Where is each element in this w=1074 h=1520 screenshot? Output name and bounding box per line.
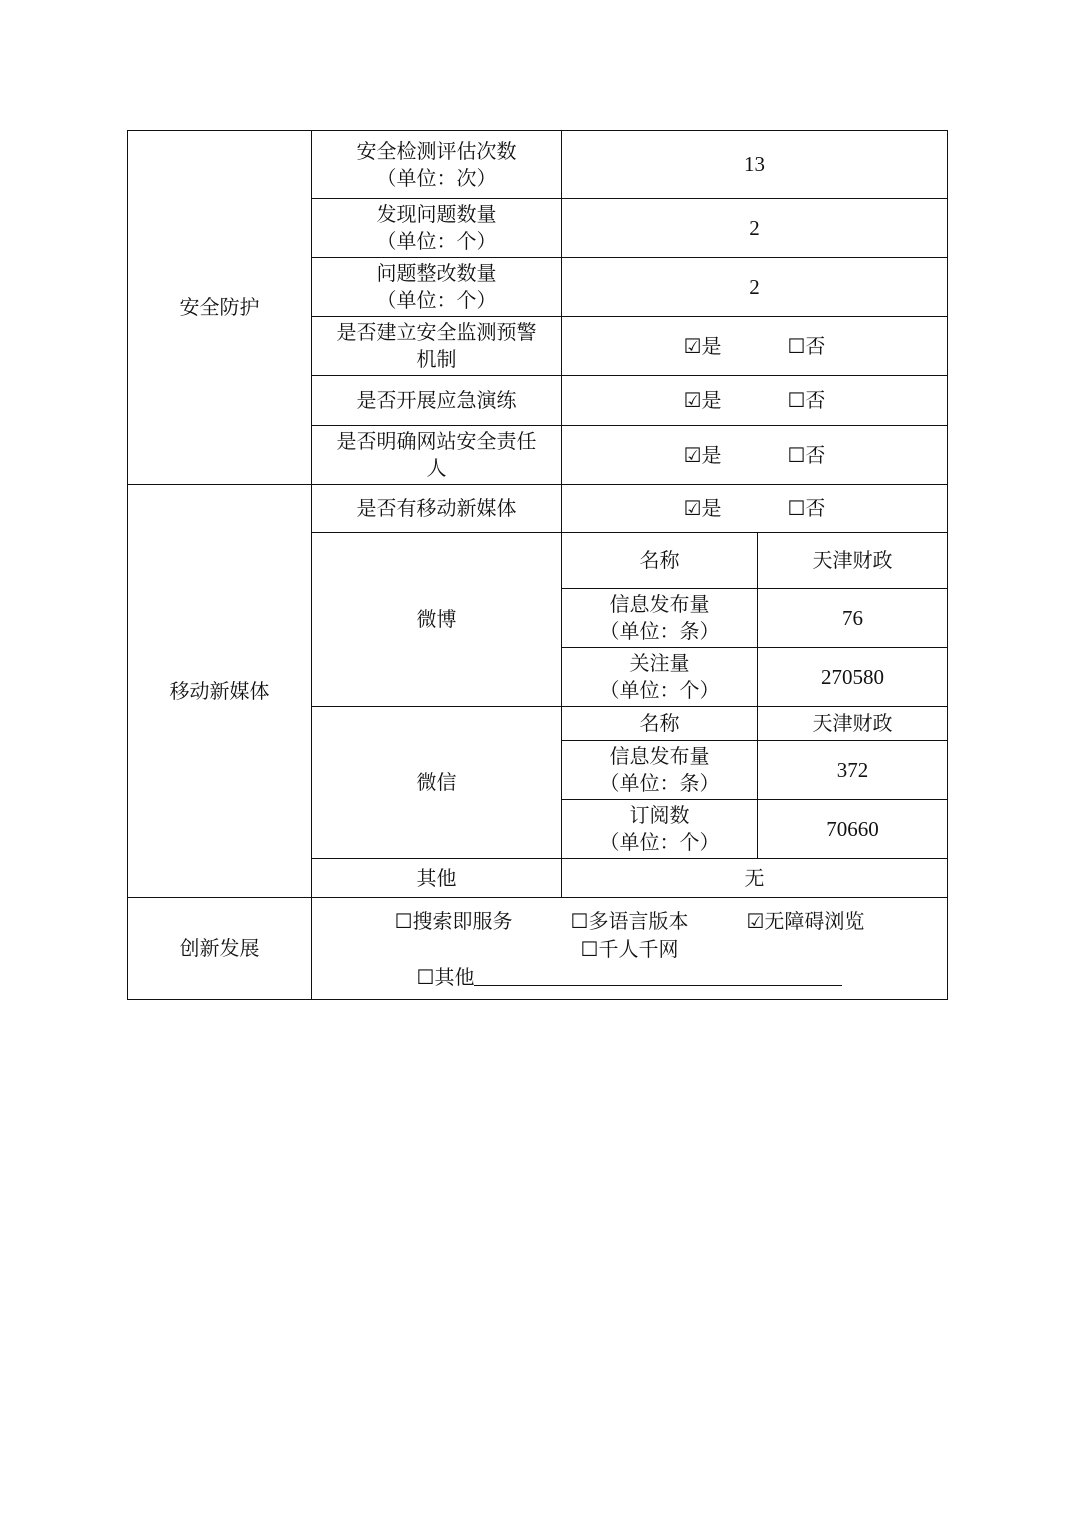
option-personalized[interactable]: ☐千人千网: [580, 936, 679, 961]
option-search-service[interactable]: ☐搜索即服务: [394, 908, 513, 933]
wechat-label: 微信: [312, 707, 562, 859]
value-cell: 2: [562, 258, 948, 317]
no-option[interactable]: ☐否: [787, 442, 826, 467]
yes-option[interactable]: ☑是: [683, 496, 722, 520]
innovation-options: [312, 898, 948, 1000]
posts-value: 76: [758, 589, 948, 648]
no-option[interactable]: ☐否: [787, 333, 826, 358]
name-label: 名称: [562, 533, 758, 589]
row-label: 是否有移动新媒体: [312, 485, 562, 533]
category-innovation: 创新发展: [128, 898, 312, 1000]
other-label: 其他: [312, 859, 562, 898]
name-value: 天津财政: [758, 707, 948, 741]
row-label: 是否建立安全监测预警 机制: [312, 317, 562, 376]
row-label: 问题整改数量 （单位：个）: [312, 258, 562, 317]
report-table: [127, 130, 948, 1000]
no-option[interactable]: ☐否: [787, 388, 826, 412]
table-row: [128, 898, 948, 1000]
value-cell: 13: [562, 131, 948, 199]
other-blank-line[interactable]: [474, 963, 842, 986]
followers-label: 关注量 （单位：个）: [562, 648, 758, 707]
option-other[interactable]: ☐其他: [416, 964, 475, 989]
yes-no-cell: [562, 485, 948, 533]
followers-value: 270580: [758, 648, 948, 707]
posts-label: 信息发布量 （单位：条）: [562, 589, 758, 648]
category-media: 移动新媒体: [128, 485, 312, 898]
row-label: 是否明确网站安全责任 人: [312, 426, 562, 485]
category-security: 安全防护: [128, 131, 312, 485]
row-label: 安全检测评估次数 （单位：次）: [312, 131, 562, 199]
no-option[interactable]: ☐否: [787, 496, 826, 520]
other-value: 无: [562, 859, 948, 898]
subscribers-label: 订阅数 （单位：个）: [562, 800, 758, 859]
yes-option[interactable]: ☑是: [683, 333, 722, 358]
yes-option[interactable]: ☑是: [683, 388, 722, 412]
value-cell: 2: [562, 199, 948, 258]
row-label: 发现问题数量 （单位：个）: [312, 199, 562, 258]
subscribers-value: 70660: [758, 800, 948, 859]
yes-no-cell: [562, 317, 948, 376]
posts-value: 372: [758, 741, 948, 800]
table-row: [128, 131, 948, 199]
option-accessibility[interactable]: ☑无障碍浏览: [746, 908, 865, 933]
table-row: [128, 485, 948, 533]
option-multilingual[interactable]: ☐多语言版本: [570, 908, 689, 933]
name-label: 名称: [562, 707, 758, 741]
weibo-label: 微博: [312, 533, 562, 707]
yes-no-cell: [562, 376, 948, 426]
name-value: 天津财政: [758, 533, 948, 589]
yes-no-cell: [562, 426, 948, 485]
posts-label: 信息发布量 （单位：条）: [562, 741, 758, 800]
yes-option[interactable]: ☑是: [683, 442, 722, 467]
row-label: 是否开展应急演练: [312, 376, 562, 426]
